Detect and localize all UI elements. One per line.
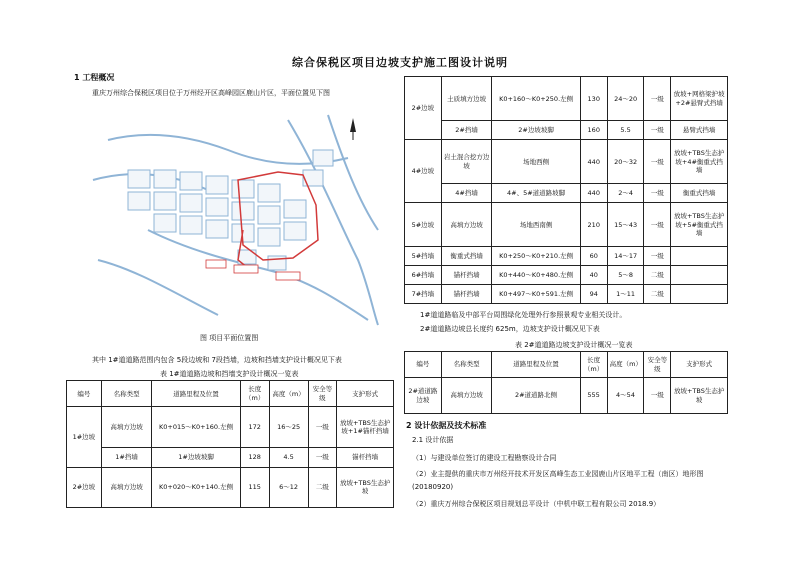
header-cell: 编号 (67, 381, 102, 407)
table-row: 5#挡墙 衡重式挡墙 K0+250～K0+210.左侧 60 14～17 一级 (405, 247, 728, 266)
table2-caption: 表 2#道道路边坡支护设计概况一览表 (515, 341, 633, 349)
table-row: 6#挡墙 锚杆挡墙 K0+440～K0+480.左侧 40 5～8 二级 (405, 266, 728, 285)
intro-text: 重庆万州综合保税区项目位于万州经开区高峰园区鹿山片区，平面位置见下图 (92, 89, 330, 97)
table-row: 5#边坡 高填方边坡 场地西南侧 210 15～43 一级 放坡+TBS生态护坡+5#衡重式挡墙 (405, 203, 728, 247)
table-row: 2#挡墙 2#边坡坡脚 160 5.5 一级 悬臂式挡墙 (405, 121, 728, 140)
map-caption: 图 项目平面位置图 (200, 334, 259, 342)
table1 (66, 380, 394, 508)
table1-continued (404, 76, 728, 304)
header-cell: 道路里程及位置 (152, 381, 240, 407)
table-row: 1#边坡 高填方边坡 K0+015～K0+160.左侧 172 16～25 一级 放坡+TBS生态护坡+1#锚杆挡墙 (67, 407, 394, 447)
header-cell: 高度（m） (269, 381, 308, 407)
header-cell: 安全等级 (308, 381, 337, 407)
table2 (404, 351, 728, 414)
note-2: 2#道道路边坡总长度约 625m，边坡支护设计概况见下表 (420, 325, 600, 333)
basis-item: （2）业主提供的重庆市万州经开技术开发区高峰生态工业园鹿山片区地平工程（南区）地形图 (412, 470, 704, 478)
table-header-row (67, 381, 394, 407)
basis-item: （1）与建设单位签订的建设工程勘察设计合同 (412, 454, 557, 462)
table-header-row: 编号 名称类型 道路里程及位置 长度（m） 高度（m） 安全等级 支护形式 (405, 352, 728, 378)
basis-item: (20180920) (412, 483, 454, 491)
note-1: 1#道道路临及中部平台周围绿化处理外行参照景观专业相关设计。 (420, 311, 627, 319)
table-row: 2#道道路边坡 高填方边坡 2#道道路北侧 555 4～54 一级 放坡+TBS生态护坡 (405, 378, 728, 414)
table-row: 2#边坡 土质填方边坡 K0+160～K0+250.左侧 130 24～20 一级 放坡+网格梁护坡+2#悬臂式挡墙 (405, 77, 728, 121)
header-cell: 长度（m） (240, 381, 269, 407)
header-cell: 支护形式 (337, 381, 394, 407)
section-2-1-heading: 2.1 设计依据 (412, 436, 454, 444)
table-row: 4#边坡 岩土混合挖方边坡 场地西侧 440 20～32 一级 放坡+TBS生态护坡+4#衡重式挡墙 (405, 140, 728, 184)
section-1-heading: 1 工程概况 (74, 73, 115, 82)
basis-item: （2）重庆万州综合保税区项目规划总平设计（中机中联工程有限公司 2018.9） (412, 500, 661, 508)
summary-text: 其中 1#道道路范围内包含 5段边坡和 7段挡墙，边坡和挡墙支护设计概况见下表 (92, 356, 342, 364)
header-cell: 名称类型 (101, 381, 152, 407)
table1-caption: 表 1#道道路边坡和挡墙支护设计概况一览表 (160, 370, 299, 378)
table-row: 2#边坡 高填方边坡 K0+020～K0+140.左侧 115 6～12 二级 放坡+TBS生态护坡 (67, 467, 394, 507)
section-2-heading: 2 设计依据及技术标准 (406, 421, 487, 430)
table-row: 1#挡墙 1#边坡坡脚 128 4.5 一级 锚杆挡墙 (67, 447, 394, 467)
table-row: 7#挡墙 锚杆挡墙 K0+497～K0+591.左侧 94 1～11 二级 (405, 285, 728, 304)
table-row: 4#挡墙 4#、5#道道路坡脚 440 2～4 一级 衡重式挡墙 (405, 184, 728, 203)
page-title: 综合保税区项目边坡支护施工图设计说明 (292, 56, 508, 69)
site-plan-map (88, 110, 388, 328)
